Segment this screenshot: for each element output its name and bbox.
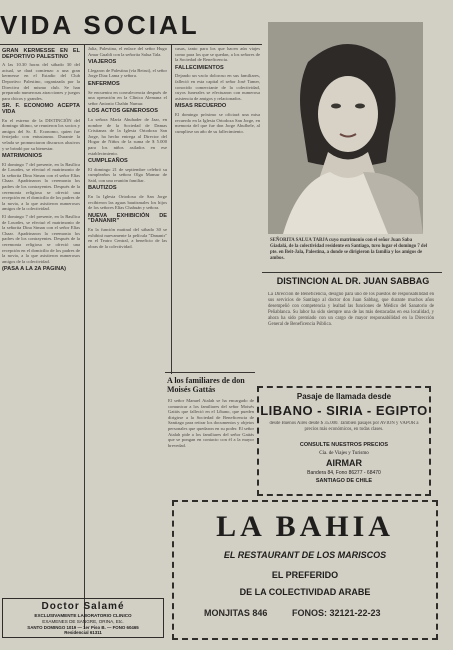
article-text: En el estreno de la DISTINCIÓN del domingo último, se reunieron los socios y amigos del Sr. E. Economo, quien fue festejado con entusiasmo. Durante la velada se pronunciaron discursos alusivos y se brindó por su bienestar. xyxy=(2,117,80,151)
portrait-illustration xyxy=(268,22,423,234)
continued-notice: (PASA A LA 2A PAGINA) xyxy=(2,266,67,273)
article-text: Se encuentra en convalecencia después de una operación en la Clínica Alemana el señor Antonio Chahín Numur. xyxy=(88,89,167,106)
article-heading: MATRIMONIOS xyxy=(2,153,42,160)
gattas-heading: A los familiares de don Moisés Gattás xyxy=(167,376,245,394)
bahia-address: MONJITAS 846 xyxy=(204,608,268,618)
article-text: El domingo próximo se oficiará una misa recuerdo en la Iglesia Ortodoxa San Jorge, en memoria del que fue don Jorge Abufhele, al cumplirse un año de su fallecimiento. xyxy=(175,111,260,134)
bahia-tagline: EL RESTAURANT DE LOS MARISCOS xyxy=(223,550,387,560)
article-text: El domingo 7 del presente, en la Basílica de Lourdes, se efectuó el matrimonio de la señorita Dina Siman con el señor Elías Chaar. Apadrinaron la ceremonia los padres de los contrayentes. Después de la ceremonia religiosa se ofreció una recepción en el domicilio de los padres de la novia, a la que asistieron numerosos amigos de la colectividad. xyxy=(2,161,80,212)
salame-residence: Residencial 61311 xyxy=(64,630,102,635)
bahia-phones: FONOS: 32121-22-23 xyxy=(292,608,381,618)
article-text: En la función matinal del sábado 30 se exhibirá nuevamente la película "Dananir" en el Teatro Central, a beneficio de las obras de la colectividad. xyxy=(88,227,167,249)
article-heading: SR. F. ECONOMO ACEPTA VIDA xyxy=(2,103,80,115)
airmar-agency: AIRMAR xyxy=(326,458,362,468)
article-heading: BAUTIZOS xyxy=(88,185,117,192)
article-text: casas, tanto para los que hacen aún viajes como para los que se quedan, a los señores de la Sociedad de Beneficencia. xyxy=(175,46,260,63)
article-heading: NUEVA EXHIBICIÓN DE "DANANIR" xyxy=(88,212,167,225)
portrait-photo xyxy=(268,22,423,234)
section-rule xyxy=(262,272,442,273)
gattas-article: El señor Manuel Atalah se ha encargado de comunicar a los familiares del señor Moisés Gattás que falleció en el Líbano, que pueden dirigirse a la Sociedad de Beneficencia de Santiago para retirar los documentos y objetos personales que quedaron en su poder. El señor Atalah pide a los familiares del señor Gattás que se pongan en contacto con él a la mayor brevedad. xyxy=(168,398,254,448)
article-heading: MISAS RECUERDO xyxy=(175,103,227,110)
column-1 xyxy=(2,46,80,596)
sabbag-article: La Dirección de Beneficencia, designó para uno de los puestos de responsabilidad en sus servicios de Santiago al doctor don Juan Sabbag, que durante muchos años desempeñó con competencia y lealtad las funciones de Médico del Sanatorio de Peñablanca. Su labor ha sido siempre una de las más destacadas en esa localidad, y ahora ha sido premiado con un cargo de mayor responsabilidad en la Dirección General de Beneficencia Pública. xyxy=(268,292,434,327)
column-divider-1 xyxy=(84,44,85,629)
airmar-text: desde Buenos Aires desde $ 35.000. También pasajes por AVIÓN y VAPOR a precios más económicos, en todas clases. xyxy=(269,421,419,432)
salame-name: Doctor Salamé xyxy=(41,601,125,612)
article-heading: CUMPLEAÑOS xyxy=(88,158,128,165)
article-text: A las 10.30 horas del sábado 30 del actual, se dará comienzo a una gran kermesse en el Estadio del Club Deportivo Palestino, organizada por la Directiva del mismo club. Se han preparado numerosas atracciones y juegos para chicos y grandes. xyxy=(2,62,80,101)
article-text: Dejando un vacío doloroso en sus familiares, falleció en esta capital el señor José Tamer, conocido comerciante de la colectividad, cuyos funerales se efectuaron con numerosa asistencia de amigos y relacionados. xyxy=(175,73,260,101)
airmar-title: Pasaje de llamada desde xyxy=(296,392,392,401)
column-3 xyxy=(175,46,260,364)
doctor-salame-ad xyxy=(2,598,164,638)
airmar-city: SANTIAGO DE CHILE xyxy=(315,478,373,484)
photo-caption: SEÑORITA SALUA TABJA cuyo matrimonio con el señor Juan Saba Giadalá, de la colectividad residente en Santiago, tuvo lugar el domingo 7 del pte. en Beit-Jala, Palestina, a donde se dirigieron la familia y los amigos de ambos. xyxy=(270,238,428,261)
airmar-agency-label: Cía. de Viajes y Turismo xyxy=(319,451,369,456)
article-heading: ENFERMOS xyxy=(88,80,120,87)
la-bahia-ad xyxy=(172,500,438,640)
section-masthead: VIDA SOCIAL xyxy=(0,10,200,40)
bahia-name: LA BAHIA xyxy=(216,510,394,543)
article-text: Llegaron de Palestina (vía Beirut), el señor Jorge Diaz Lama y señora. xyxy=(88,67,167,79)
column-divider-2 xyxy=(171,44,172,374)
bahia-preferred: EL PREFERIDO xyxy=(271,570,339,580)
masthead-rule xyxy=(0,44,262,45)
salame-address: SANTO DOMINGO 1019 — 1er Piso B. — FONO 60465 xyxy=(27,625,139,630)
article-heading: GRAN KERMESSE EN EL DEPORTIVO PALESTINO xyxy=(2,48,80,60)
article-text: Jalia, Palestina, el enlace del señor Hugo Amar Gualdi con la señorita Salua Tala. xyxy=(88,46,167,57)
airmar-ad xyxy=(257,386,431,496)
airmar-destinations: LIBANO - SIRIA - EGIPTO xyxy=(260,403,428,418)
article-heading: FALLECIMIENTOS xyxy=(175,64,224,71)
column-2 xyxy=(88,46,167,626)
article-text: El domingo 7 del presente, en la Basílica de Lourdes, se efectuó el matrimonio de la señorita Dina Siman con el señor Elías Chaar. Apadrinaron la ceremonia los padres de los contrayentes. Después de la ceremonia religiosa se ofreció una recepción en el domicilio de los padres de la novia, a la que asistieron numerosos amigos de la colectividad. xyxy=(2,214,80,264)
article-text: La señora María Abuhader de Jaar, en nombre de la Sociedad de Damas Cristianas de la Iglesia Ortodoxa San Jorge, ha hecho entrega al Director del Hogar de Niños de la suma de $ 5.000 para los niños asilados en ese establecimiento. xyxy=(88,116,167,156)
article-text: En la Iglesia Ortodoxa de San Jorge recibieron las aguas bautismales los hijos de los señores Elías Chahuán y señora. xyxy=(88,194,167,211)
salame-line2: EXAMENES DE SANGRE, ORINA, Etc. xyxy=(42,619,124,624)
article-heading: VIAJEROS xyxy=(88,59,117,66)
bahia-community: DE LA COLECTIVIDAD ARABE xyxy=(239,587,371,597)
airmar-consult: CONSULTE NUESTROS PRECIOS xyxy=(299,442,389,448)
sabbag-heading: DISTINCION AL DR. JUAN SABBAG xyxy=(276,276,430,286)
article-text: El domingo 21 de septiembre celebró su cumpleaños la señora Olga Mansur de Said, con una reunión familiar. xyxy=(88,166,167,183)
airmar-address: Bandera 84, Fono 86277 - 68470 xyxy=(307,470,381,476)
article-heading: LOS ACTOS GENEROSOS xyxy=(88,108,158,115)
section-rule xyxy=(165,372,255,373)
salame-line1: EXCLUSIVAMENTE LABORATORIO CLINICO xyxy=(34,613,132,618)
